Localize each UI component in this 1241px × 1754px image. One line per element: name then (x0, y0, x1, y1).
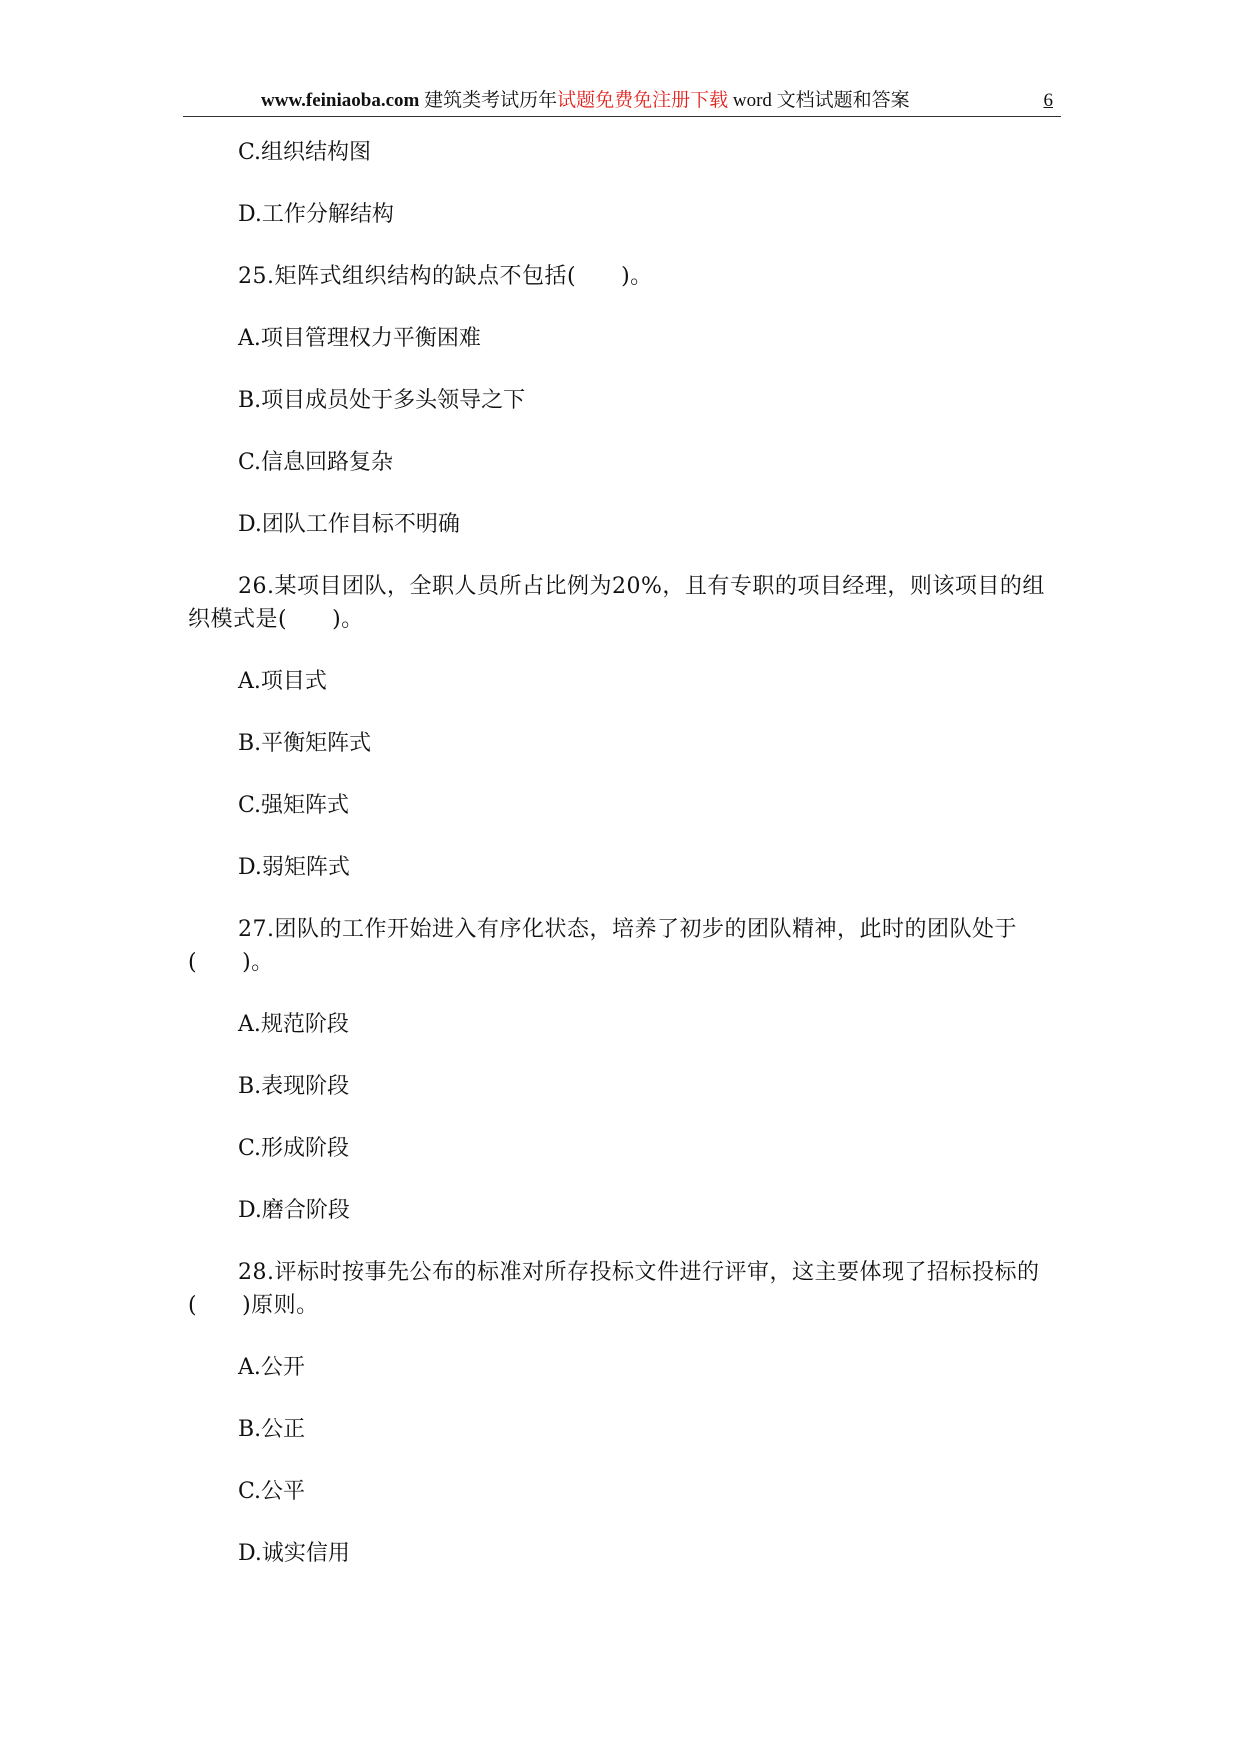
option: B.表现阶段 (238, 1074, 350, 1099)
option: B.公正 (238, 1417, 306, 1442)
page-header (183, 86, 1061, 117)
option: C.形成阶段 (238, 1136, 350, 1161)
page-number: 6 (1043, 90, 1053, 111)
option: C.强矩阵式 (238, 793, 350, 818)
option: C.信息回路复杂 (238, 450, 394, 475)
question: 25.矩阵式组织结构的缺点不包括( )。 (238, 264, 653, 289)
question: 27.团队的工作开始进入有序化状态，培养了初步的团队精神，此时的团队处于( )。 (188, 917, 1017, 975)
option: D.团队工作目标不明确 (238, 512, 460, 537)
header-site: www.feiniaoba.com (261, 90, 420, 111)
option: A.项目管理权力平衡困难 (238, 326, 481, 351)
option: C.组织结构图 (238, 140, 372, 165)
header-text (261, 86, 910, 116)
question: 26.某项目团队，全职人员所占比例为20%，且有专职的项目经理，则该项目的组织模式是( )。 (188, 574, 1045, 632)
header-text-2: word 文档试题和答案 (728, 90, 910, 111)
document-body (188, 136, 1058, 1599)
option: A.公开 (238, 1355, 305, 1380)
option: D.磨合阶段 (238, 1198, 350, 1223)
option: C.公平 (238, 1479, 306, 1504)
option: D.诚实信用 (238, 1541, 350, 1566)
option: D.工作分解结构 (238, 202, 394, 227)
option: A.规范阶段 (238, 1012, 349, 1037)
header-download-link[interactable]: 试题免费免注册下载 (557, 90, 729, 111)
option: B.平衡矩阵式 (238, 731, 372, 756)
header-text-1: 建筑类考试历年 (419, 90, 558, 111)
option: A.项目式 (238, 669, 327, 694)
option: B.项目成员处于多头领导之下 (238, 388, 526, 413)
option: D.弱矩阵式 (238, 855, 350, 880)
question: 28.评标时按事先公布的标准对所存投标文件进行评审，这主要体现了招标投标的( )原则。 (188, 1260, 1040, 1318)
